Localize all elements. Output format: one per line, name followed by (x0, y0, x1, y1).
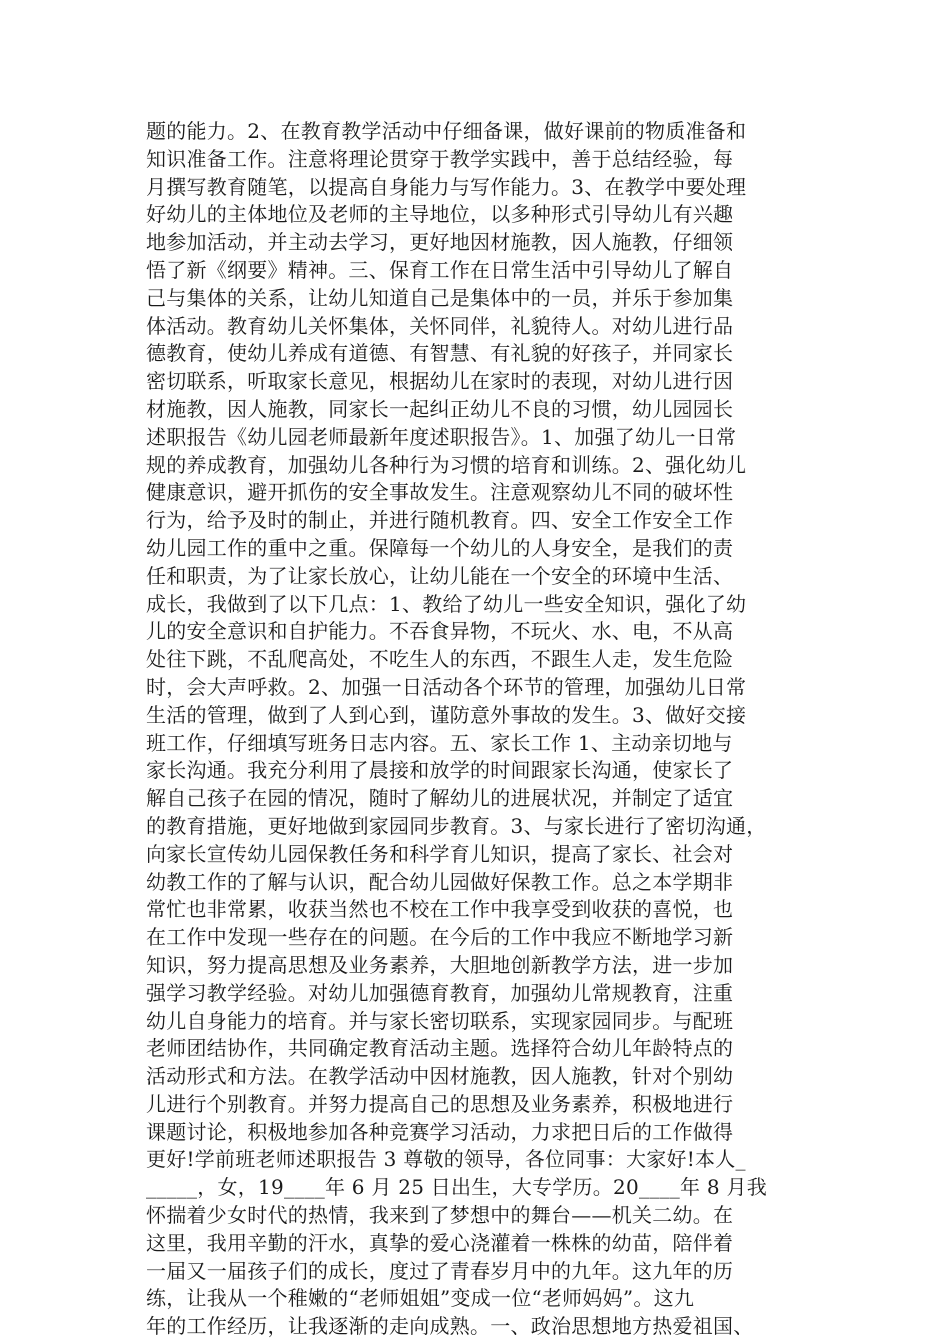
text-line: 知识，努力提高思想及业务素养，大胆地创新教学方法，进一步加 (146, 952, 734, 977)
text-line: 一届又一届孩子们的成长，度过了青春岁月中的九年。这九年的历 (146, 1258, 734, 1283)
text-line: 规的养成教育，加强幼儿各种行为习惯的培育和训练。2、强化幼儿 (146, 452, 747, 477)
text-line: 材施教，因人施教，同家长一起纠正幼儿不良的习惯，幼儿园园长 (146, 396, 734, 421)
text-line: 健康意识，避开抓伤的安全事故发生。注意观察幼儿不同的破坏性 (146, 480, 734, 505)
text-line: 成长，我做到了以下几点：1、教给了幼儿一些安全知识，强化了幼 (146, 591, 747, 616)
text-line: 月撰写教育随笔，以提高自身能力与写作能力。3、在教学中要处理 (146, 174, 747, 199)
body-text (146, 118, 816, 1341)
text-line: 怀揣着少女时代的热情，我来到了梦想中的舞台——机关二幼。在 (146, 1203, 734, 1228)
text-line: 儿进行个别教育。并努力提高自己的思想及业务素养，积极地进行 (146, 1091, 734, 1116)
text-line: 年的工作经历，让我逐渐的走向成熟。一、政治思想地方热爱祖国、 (146, 1314, 754, 1339)
text-line: 知识准备工作。注意将理论贯穿于教学实践中，善于总结经验，每 (146, 146, 734, 171)
text-line: 更好!学前班老师述职报告 3 尊敬的领导，各位同事：大家好!本人_ (146, 1147, 746, 1172)
text-line: 题的能力。2、在教育教学活动中仔细备课，做好课前的物质准备和 (146, 119, 747, 143)
text-line: 强学习教学经验。对幼儿加强德育教育，加强幼儿常规教育，注重 (146, 980, 734, 1005)
text-line: 好幼儿的主体地位及老师的主导地位，以多种形式引导幼儿有兴趣 (146, 202, 734, 227)
text-line: 班工作，仔细填写班务日志内容。五、家长工作 1、主动亲切地与 (146, 730, 733, 755)
text-line: 时，会大声呼救。2、加强一日活动各个环节的管理，加强幼儿日常 (146, 674, 747, 699)
text-line: 常忙也非常累，收获当然也不校在工作中我享受到收获的喜悦，也 (146, 897, 734, 922)
text-line: 练，让我从一个稚嫩的“老师姐姐”变成一位“老师妈妈”。这九 (146, 1286, 695, 1311)
text-line: 密切联系，听取家长意见，根据幼儿在家时的表现，对幼儿进行因 (146, 369, 734, 394)
text-line: 地参加活动，并主动去学习，更好地因材施教，因人施教，仔细领 (146, 230, 734, 255)
text-line: 行为，给予及时的制止，并进行随机教育。四、安全工作安全工作 (146, 508, 734, 533)
text-line: 老师团结协作，共同确定教育活动主题。选择符合幼儿年龄特点的 (146, 1036, 734, 1061)
text-line: 幼教工作的了解与认识，配合幼儿园做好保教工作。总之本学期非 (146, 869, 734, 894)
text-line: 这里，我用辛勤的汗水，真挚的爱心浇灌着一株株的幼苗，陪伴着 (146, 1230, 734, 1255)
text-line: 生活的管理，做到了人到心到，谨防意外事故的发生。3、做好交接 (146, 702, 747, 727)
text-line: 任和职责，为了让家长放心，让幼儿能在一个安全的环境中生活、 (146, 563, 734, 588)
text-line: 处往下跳，不乱爬高处，不吃生人的东西，不跟生人走，发生危险 (146, 647, 734, 672)
text-line: 儿的安全意识和自护能力。不吞食异物，不玩火、水、电，不从高 (146, 619, 734, 644)
text-line: 悟了新《纲要》精神。三、保育工作在日常生活中引导幼儿了解自 (146, 257, 734, 282)
text-line: 活动形式和方法。在教学活动中因材施教，因人施教，针对个别幼 (146, 1064, 734, 1089)
text-line: 家长沟通。我充分利用了晨接和放学的时间跟家长沟通，使家长了 (146, 758, 734, 783)
text-line: 幼儿自身能力的培育。并与家长密切联系，实现家园同步。与配班 (146, 1008, 734, 1033)
text-line: 德教育，使幼儿养成有道德、有智慧、有礼貌的好孩子，并同家长 (146, 341, 734, 366)
text-line: 述职报告《幼儿园老师最新年度述职报告》。1、加强了幼儿一日常 (146, 424, 737, 449)
text-line: 课题讨论，积极地参加各种竞赛学习活动，力求把日后的工作做得 (146, 1119, 734, 1144)
text-line: 解自己孩子在园的情况，随时了解幼儿的进展状况，并制定了适宜 (146, 786, 734, 811)
text-line: 幼儿园工作的重中之重。保障每一个幼儿的人身安全，是我们的责 (146, 535, 734, 560)
text-line: _____，女，19____年 6 月 25 日出生，大专学历。20____年 8 月我 (146, 1175, 767, 1200)
text-line: 向家长宣传幼儿园保教任务和科学育儿知识，提高了家长、社会对 (146, 841, 734, 866)
text-line: 己与集体的关系，让幼儿知道自己是集体中的一员，并乐于参加集 (146, 285, 734, 310)
text-line: 的教育措施，更好地做到家园同步教育。3、与家长进行了密切沟通， (146, 813, 767, 838)
text-line: 体活动。教育幼儿关怀集体，关怀同伴，礼貌待人。对幼儿进行品 (146, 313, 734, 338)
text-line: 在工作中发现一些存在的问题。在今后的工作中我应不断地学习新 (146, 925, 734, 950)
